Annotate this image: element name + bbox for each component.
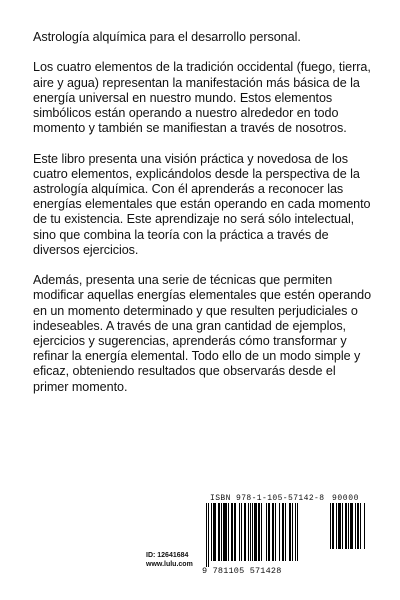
barcode-bar bbox=[268, 503, 270, 561]
barcode-bar bbox=[218, 503, 220, 561]
barcode-bar bbox=[252, 503, 253, 561]
barcode-bar bbox=[330, 503, 331, 549]
barcode-bar bbox=[295, 503, 296, 561]
publisher-info bbox=[146, 551, 193, 569]
barcode-bar bbox=[223, 503, 227, 561]
price-addon-digits: 90000 bbox=[332, 494, 360, 503]
barcode-bar bbox=[332, 503, 334, 549]
barcode-bar bbox=[338, 503, 341, 549]
barcode-bar bbox=[248, 503, 249, 561]
barcode-bar bbox=[239, 503, 240, 561]
barcode-bar bbox=[292, 503, 293, 561]
barcode-bar bbox=[360, 503, 361, 549]
barcode-bar bbox=[350, 503, 353, 549]
ean-digits: 9 781105 571428 bbox=[202, 566, 282, 576]
barcode-bar bbox=[228, 503, 229, 561]
barcode-bar bbox=[206, 503, 207, 567]
barcode-bar bbox=[221, 503, 222, 561]
barcode-bar bbox=[279, 503, 280, 561]
barcode-bar bbox=[355, 503, 356, 549]
addon-barcode-bars bbox=[330, 503, 372, 553]
barcode-bar bbox=[231, 503, 233, 561]
barcode-bar bbox=[266, 503, 267, 561]
barcode-bar bbox=[357, 503, 359, 549]
barcode-bar bbox=[211, 503, 212, 561]
barcode-bar bbox=[258, 503, 260, 561]
description-paragraph-3: Además, presenta una serie de técnicas que permiten modificar aquellas energías elementales que estén operando en un momento determinado y que resulten perjudiciales o indeseables. A través de una gran cantidad de ejemplos, ejercicios y sugerencias, aprenderás cómo transformar y refinar la energía elemental. Todo ello de un modo simple y eficaz, obteniendo resultados que observarás desde el primer momento. bbox=[33, 273, 372, 394]
publisher-url: www.lulu.com bbox=[146, 561, 193, 568]
barcode-bar bbox=[275, 503, 276, 561]
publisher-id: ID: 12641684 bbox=[146, 552, 189, 559]
barcode-bar bbox=[250, 503, 251, 561]
isbn-label: ISBN 978-1-105-57142-8 bbox=[210, 494, 325, 503]
cover-title: Astrología alquímica para el desarrollo personal. bbox=[33, 30, 301, 44]
barcode-bar bbox=[364, 503, 365, 549]
barcode-bar bbox=[244, 503, 246, 561]
barcode-bar bbox=[348, 503, 349, 549]
barcode-bar bbox=[208, 503, 209, 567]
barcode-bar bbox=[336, 503, 337, 549]
barcode-bar bbox=[345, 503, 347, 549]
barcode-bar bbox=[272, 503, 274, 561]
barcode-bar bbox=[297, 503, 298, 561]
barcode-bar bbox=[254, 503, 257, 561]
cover-description bbox=[33, 30, 373, 410]
barcode-bar bbox=[282, 503, 284, 561]
ean-barcode-bars bbox=[206, 503, 326, 567]
barcode-bar bbox=[241, 503, 242, 561]
description-paragraph-1: Los cuatro elementos de la tradición occidental (fuego, tierra, aire y agua) representan la manifestación más básica de la energía universal en nuestro mundo. Estos elementos simbólicos están operando a nuestro alrededor en todo momento y también se manifiestan a través de nosotros. bbox=[33, 60, 371, 136]
barcode-bar bbox=[342, 503, 343, 549]
isbn-barcode bbox=[196, 494, 376, 579]
barcode-bar bbox=[261, 503, 262, 561]
barcode-bar bbox=[285, 503, 286, 561]
barcode-bar bbox=[213, 503, 216, 561]
barcode-bar bbox=[289, 503, 291, 561]
description-paragraph-2: Este libro presenta una visión práctica y novedosa de los cuatro elementos, explicándolos desde la perspectiva de la astrología alquímica. Con él aprenderás a reconocer las energías elementales que están operando en cada momento de tu existencia. Este aprendizaje no será sólo intelectual, sino que combina la teoría con la práctica a través de diversos ejercicios. bbox=[33, 151, 371, 257]
barcode-bar bbox=[234, 503, 236, 561]
